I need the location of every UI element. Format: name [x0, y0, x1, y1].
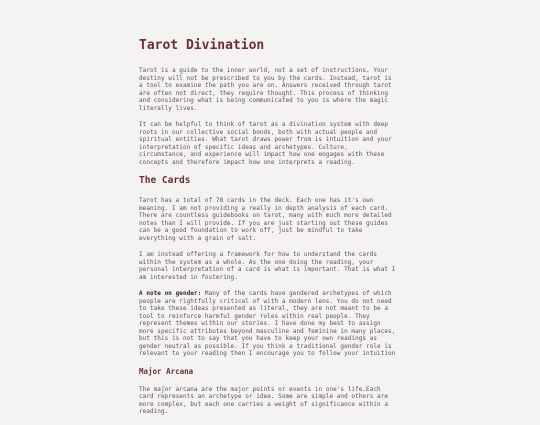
subsection-heading-major-arcana: Major Arcana: [139, 366, 194, 376]
section-heading-the-cards: The Cards: [139, 175, 191, 186]
cards-paragraph-2: I am instead offering a framework for how to understand the cards within the system as a whole. As the one doing the reading, your personal interpretation of a card is what is important. That is what I am interested in fostering.: [139, 251, 396, 281]
gender-note-label: A note on gender:: [139, 290, 202, 297]
intro-paragraph-2: It can be helpful to think of tarot as a divination system with deep roots in our collective social bonds, both with actual people and spiritual entities. What tarot draws power from is intuition and your interpretation of specific ideas and archetypes. Culture, circumstance, and experience will impact how one engages with these concepts and therefore impact how one interprets a reading.: [139, 121, 392, 166]
article: [139, 38, 397, 425]
major-arcana-paragraph-1: The major arcana are the major points or events in one's life.Each card represents an archetype or idea. Some are simple and others are more complex, but each one carries a weight of significance within a reading.: [139, 385, 389, 415]
gender-note-text: Many of the cards have gendered archetypes of which people are rightfully critical of with a modern lens. You do not need to take these ideas presented as literal, they are not meant to be a tool to reinforce harmful gender roles within real people. They represent themes within our stories. I have done my best to assign more specific attributes beyond masculine and feminine in many places, but this is not to say that you have to keep your own readings as gender neutral as possible. If you think a traditional gender role is relevant to your reading then I encourage you to follow your intuition: [139, 290, 396, 357]
gender-note-paragraph: [139, 290, 397, 358]
intro-paragraph-1: Tarot is a guide to the inner world, not a set of instructions. Your destiny will not be prescribed to you by the cards. Instead, tarot is a tool to examine the path you are on. Answers received through tarot are often not direct, they require thought. This process of thinking and considering what is being communicated to you is where the magic literally lives.: [139, 67, 392, 112]
page-title: Tarot Divination: [139, 38, 265, 53]
cards-paragraph-1: Tarot has a total of 78 cards in the deck. Each one has it's own meaning. I am not providing a really in depth analysis of each card. There are countless guidebooks on tarot, many with much more detailed notes than I will provide. If you are just starting out these guides can be a good foundation to work off, just be mindful to take everything with a grain of salt.: [139, 197, 392, 242]
